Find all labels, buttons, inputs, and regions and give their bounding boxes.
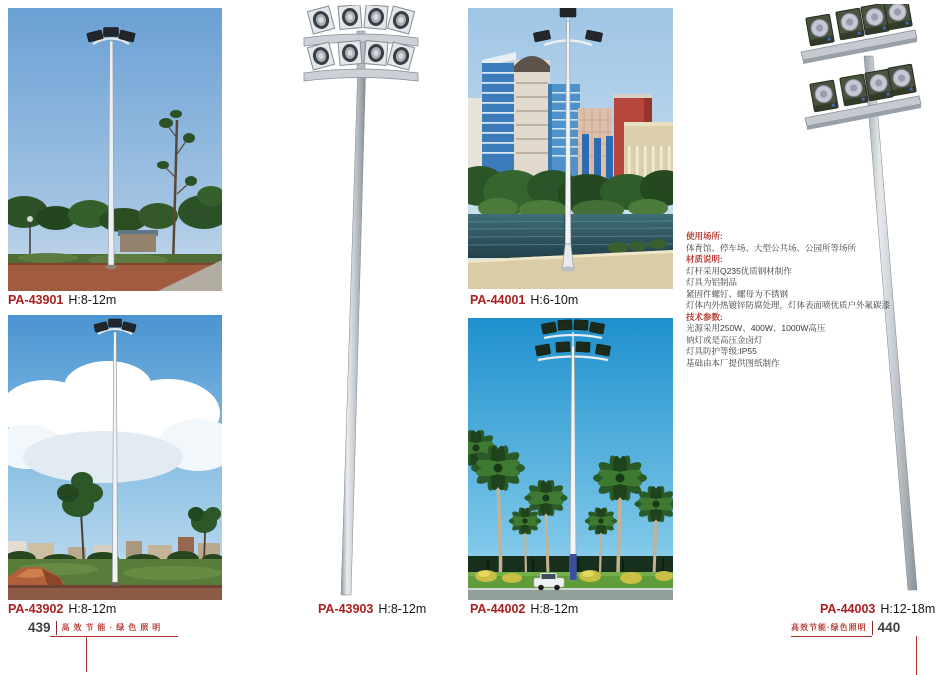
footer-separator (56, 621, 57, 635)
product-height: H:12-18m (880, 602, 936, 616)
product-code: PA-44003 (820, 602, 876, 616)
product-caption-pa-43902 (8, 602, 116, 616)
photo-palms-pole (468, 318, 673, 600)
product-code: PA-43901 (8, 293, 64, 307)
product-height: H:6-10m (530, 293, 579, 307)
spec-line: 体育馆、停车场、大型公共场、公园所等场所 (686, 242, 857, 253)
photo-field-pole (8, 315, 222, 600)
product-caption-pa-44001 (470, 293, 578, 307)
footer-separator (872, 621, 873, 635)
building (120, 234, 156, 252)
product-code: PA-44002 (470, 602, 526, 616)
spec-heading-material: 材质说明: (686, 254, 723, 264)
product-code: PA-43902 (8, 602, 64, 616)
pole (341, 77, 366, 595)
page-number-left: 439 (28, 620, 51, 635)
spec-line: 紧固件螺钉、螺母为不锈钢 (686, 288, 789, 299)
page-number-right: 440 (877, 620, 901, 635)
product-caption-pa-44002 (470, 602, 578, 616)
photo-city-lake-pole (468, 8, 673, 289)
product-caption-pa-43903 (318, 602, 426, 616)
spec-heading-usage: 使用场所: (686, 231, 723, 241)
footer-vertical-rule-left (86, 637, 87, 672)
spec-heading-tech: 技术参数: (686, 311, 723, 322)
spec-line: 钠灯或是高压金卤灯 (686, 334, 763, 345)
product-height: H:8-12m (530, 602, 579, 616)
floodlight-tier-1 (307, 5, 414, 34)
product-height: H:8-12m (68, 293, 117, 307)
spec-line: 基础由本厂提供图纸制作 (686, 357, 780, 368)
spec-line: 灯杆采用Q235优质钢材制作 (686, 265, 792, 276)
product-render-pa-43903 (300, 5, 424, 597)
road (468, 590, 673, 600)
product-photo-pa-44001 (468, 8, 673, 289)
footer-left (28, 619, 164, 636)
footer-vertical-rule-right (916, 636, 917, 675)
product-photo-pa-43902 (8, 315, 222, 600)
spec-line: 灯具防护等级:IP55 (686, 346, 757, 356)
spec-line: 光源采用250W、400W、1000W高压 (686, 323, 826, 333)
product-code: PA-43903 (318, 602, 374, 616)
product-height: H:8-12m (378, 602, 427, 616)
product-code: PA-44001 (470, 293, 526, 307)
photo-park-pole (8, 8, 222, 291)
pole-base-wrap (570, 554, 577, 580)
footer-rule-right (791, 636, 872, 637)
product-photo-pa-43901 (8, 8, 222, 291)
product-photo-pa-44002 (468, 318, 673, 600)
product-caption-pa-43901 (8, 293, 116, 307)
footer-rule-left (50, 636, 178, 637)
product-height: H:8-12m (68, 602, 117, 616)
render-silver-highmast (300, 5, 424, 597)
spec-line: 灯具为铝制品 (686, 277, 738, 287)
footer-slogan-left: 高效节能·绿色照明 (61, 623, 165, 632)
footer-right (791, 619, 900, 636)
footer-slogan-right: 高效节能·绿色照明 (791, 623, 867, 632)
spec-text-block (686, 231, 898, 369)
product-caption-pa-44003 (820, 602, 935, 616)
small-lamp-head (27, 216, 33, 222)
spec-line: 灯体内外热镀锌防腐处理，灯体表面喷优质户外氟碳漆 (686, 300, 891, 310)
